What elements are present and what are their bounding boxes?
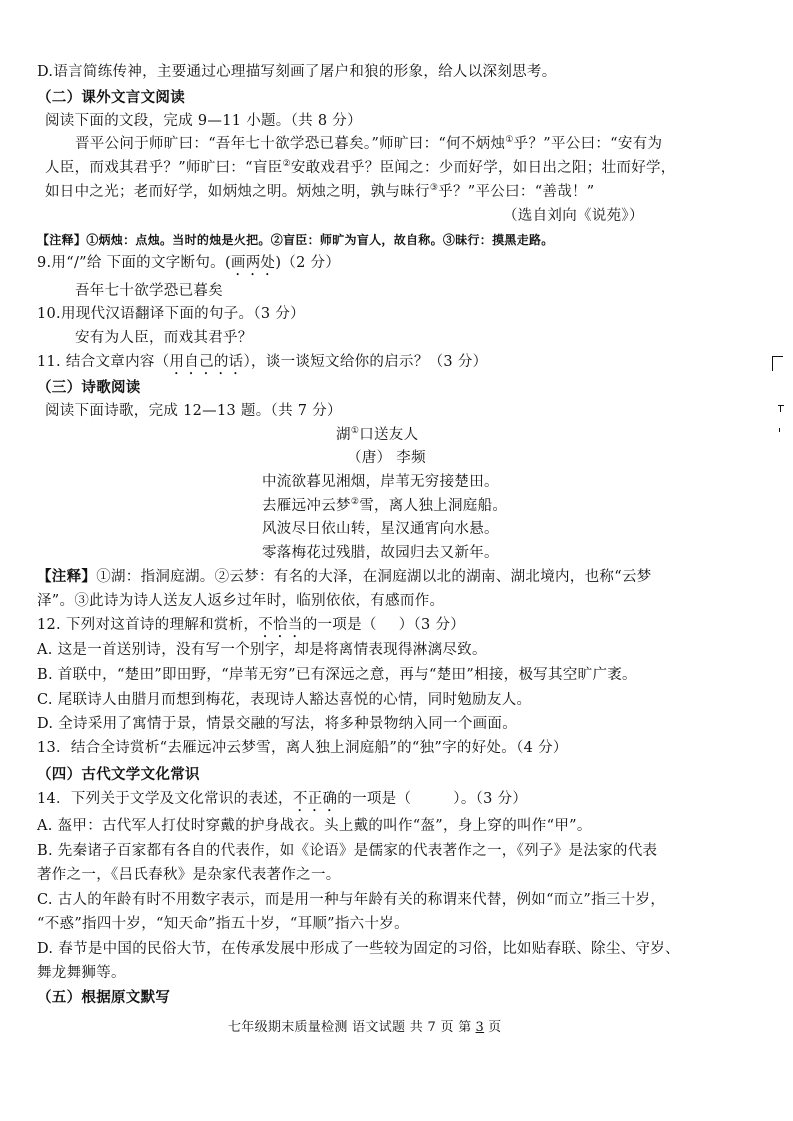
- poem-title-text: 口送友人: [359, 427, 419, 443]
- poem-author: （唐） 李频: [347, 450, 426, 466]
- poem-notes: [37, 567, 652, 587]
- footnote-marker: ②: [282, 159, 291, 170]
- emphasis-text: (画两处): [224, 255, 282, 271]
- passage-text: 乎？”平公曰：“善哉！”: [438, 184, 595, 200]
- emphasis-text: 不恰当: [258, 617, 303, 633]
- question-14: [37, 789, 527, 815]
- question-10: 10.用现代汉语翻译下面的句子。（3 分）: [37, 306, 305, 322]
- section-heading-classical: （二）课外文言文阅读: [37, 89, 185, 106]
- q14-option-b-cont: 著作之一，《吕氏春秋》是杂家代表著作之一。: [37, 867, 341, 883]
- q14-option-d-cont: 舞龙舞狮等。: [37, 965, 126, 981]
- q12-option-c: C. 尾联诗人由腊月而想到梅花，表现诗人豁达喜悦的心情，同时勉励友人。: [37, 692, 532, 708]
- passage-text: 安敢戏君乎？臣闻之：少而好学，如日出之阳；壮而好学，: [290, 160, 676, 176]
- q10-sentence: 安有为人臣，而戏其君乎？: [75, 330, 253, 346]
- binding-mark: [772, 356, 783, 371]
- question-12: [37, 615, 465, 641]
- footer-text: 页: [488, 1020, 502, 1035]
- question-text: ），谈一谈短文给你的启示？（3 分）: [243, 354, 488, 370]
- poem-line: [262, 496, 507, 516]
- page-number: 3: [475, 1020, 485, 1035]
- passage-text: 乎？”平公曰：“安有为: [513, 136, 663, 152]
- q14-option-d: D. 春节是中国的民俗大节，在传承发展中形成了一些较为固定的习俗，比如贴春联、除尘、守岁、: [37, 941, 680, 957]
- binding-mark: [780, 406, 781, 412]
- passage-line: [45, 158, 676, 178]
- passage-source: （选自刘向《说苑》）: [503, 208, 644, 224]
- passage-text: 晋平公问于师旷曰：“吾年七十欲学恐已暮矣。”师旷曰：“何不炳烛: [75, 136, 506, 152]
- footnote-marker: ①: [505, 135, 514, 146]
- question-points: ）。（3 分）: [453, 791, 528, 807]
- section-heading-dictation: （五）根据原文默写: [37, 989, 171, 1006]
- question-text: 的一项是（: [337, 791, 412, 807]
- passage-line: [45, 182, 595, 202]
- question-text: 9.用“/”给 下面的文字断句。: [37, 255, 225, 271]
- q8-option-d: D.语言简练传神，主要通过心理描写刻画了屠户和狼的形象，给人以深刻思考。: [37, 64, 557, 80]
- notes-text: ①湖：指洞庭湖。②云梦：有名的大泽，在洞庭湖以北的湖南、湖北境内，也称“云梦: [96, 569, 652, 585]
- emphasis-text: 不正确: [292, 791, 338, 807]
- q12-option-b: B. 首联中，“楚田”即田野，“岸苇无穷”已有深远之意，再与“楚田”相接，极写其空旷广袤。: [37, 667, 637, 683]
- poem-line: 零落梅花过残腊，故园归去又新年。: [262, 545, 499, 561]
- q12-option-a: A. 这是一首送别诗，没有写一个别字，却是将离情表现得淋漓尽致。: [37, 642, 487, 658]
- footnote-marker: ①: [350, 426, 360, 437]
- binding-mark: [778, 405, 784, 406]
- question-9: [37, 253, 340, 279]
- question-points: ）（3 分）: [398, 617, 466, 633]
- section-instruction: 阅读下面诗歌，完成 12—13 题。（共 7 分）: [45, 403, 342, 419]
- question-text: 14．下列关于文学及文化常识的表述，: [37, 791, 293, 807]
- notes-label: 【注释】: [37, 568, 97, 585]
- footnote-marker: ②: [350, 497, 360, 508]
- poem-text: 雪，离人独上洞庭船。: [359, 498, 508, 514]
- footnote-marker: ③: [429, 183, 439, 194]
- poem-text: 去雁远冲云梦: [262, 498, 351, 514]
- q12-option-d: D. 全诗采用了寓情于景，情景交融的写法，将多种景物纳入同一个画面。: [37, 716, 518, 732]
- q14-option-c-cont: “不惑”指四十岁，“知天命”指五十岁，“耳顺”指六十岁。: [37, 916, 409, 932]
- q14-option-a: A. 盔甲：古代军人打仗时穿戴的护身战衣。头上戴的叫作“盔”，身上穿的叫作“甲”。: [37, 818, 592, 834]
- poem-line: 中流欲暮见湘烟，岸苇无穷接楚田。: [262, 474, 499, 490]
- poem-title-text: 湖: [336, 427, 351, 443]
- q9-sentence: 吾年七十欲学恐已暮矣: [75, 283, 223, 299]
- passage-text: 如日中之光；老而好学，如炳烛之明。炳烛之明，孰与昧行: [45, 184, 430, 200]
- footer-text: 七年级期末质量检测 语文试题 共 7 页 第: [228, 1020, 472, 1035]
- section-heading-poetry: （三）诗歌阅读: [37, 379, 141, 396]
- poem-notes-cont: 泽”。③此诗为诗人送友人返乡过年时，临别依依，有感而作。: [37, 593, 445, 609]
- binding-mark: [779, 428, 782, 432]
- poem-line: 风波尽日依山转，星汉通宵向水悬。: [262, 521, 499, 537]
- section-instruction: 阅读下面的文段，完成 9—11 小题。（共 8 分）: [45, 113, 362, 129]
- poem-title: [336, 425, 418, 445]
- section-heading-culture: （四）古代文学文化常识: [37, 766, 200, 783]
- question-text: 11. 结合文章内容（: [37, 354, 170, 370]
- q14-option-b: B. 先秦诸子百家都有各自的代表作，如《论语》是儒家的代表著作之一，《列子》是法家的代表: [37, 843, 658, 859]
- question-text: 的一项是（: [302, 617, 377, 633]
- emphasis-text: 用自己的话: [169, 354, 244, 370]
- passage-text: 人臣，而戏其君乎？”师旷曰：“盲臣: [45, 160, 283, 176]
- question-points: （2 分）: [281, 255, 341, 271]
- passage-line: [75, 134, 662, 154]
- question-text: 12. 下列对这首诗的理解和赏析，: [37, 617, 259, 633]
- question-11: [37, 352, 487, 378]
- passage-notes: 【注释】①炳烛：点烛。当时的烛是火把。②盲臣：师旷为盲人，故自称。③昧行：摸黑走路。: [37, 233, 554, 247]
- question-13: 13．结合全诗赏析“去雁远冲云梦雪，离人独上洞庭船”的“独”字的好处。（4 分）: [37, 740, 568, 756]
- page-footer: [228, 1018, 501, 1038]
- q14-option-c: C. 古人的年龄有时不用数字表示，而是用一种与年龄有关的称谓来代替，例如“而立”指三十岁，: [37, 892, 666, 908]
